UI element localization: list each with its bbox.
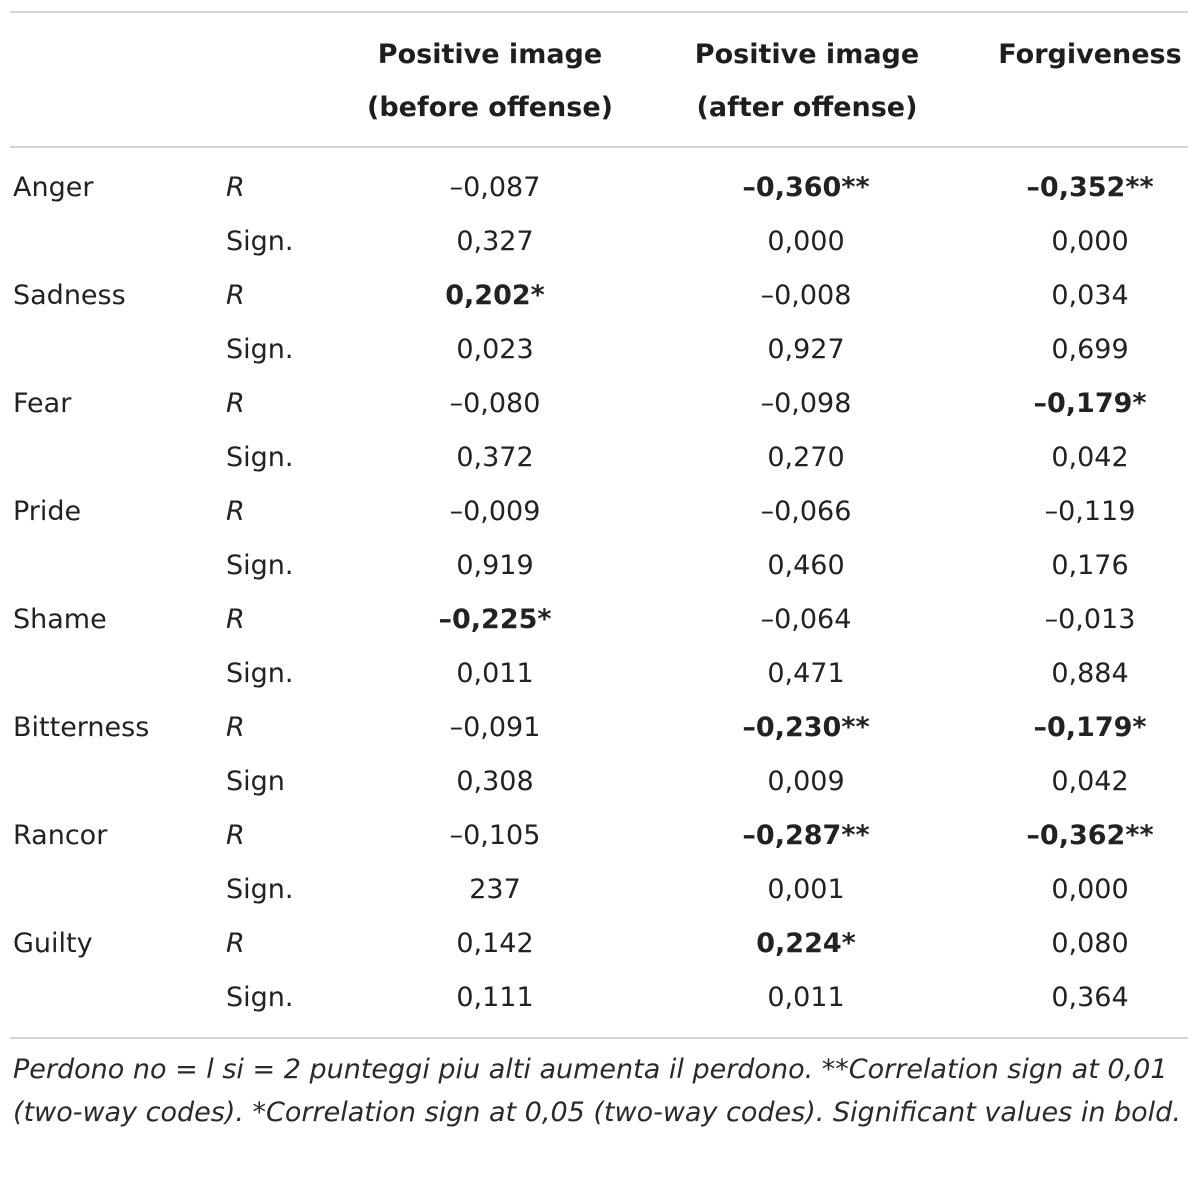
value-positive-image-before: –0,087 — [449, 172, 541, 203]
table-row — [0, 269, 1200, 323]
statistic-label: R — [226, 820, 245, 851]
value-forgiveness: –0,179* — [1033, 712, 1147, 743]
value-positive-image-before: –0,225* — [438, 604, 552, 635]
value-forgiveness: 0,884 — [1051, 658, 1129, 689]
value-positive-image-after: 0,011 — [767, 982, 845, 1013]
statistic-label: R — [226, 280, 245, 311]
table-row — [0, 701, 1200, 755]
value-positive-image-before: 0,011 — [456, 658, 534, 689]
statistic-label: R — [226, 496, 245, 527]
emotion-label: Rancor — [13, 820, 108, 851]
value-positive-image-after: 0,927 — [767, 334, 845, 365]
statistic-label: Sign. — [226, 658, 294, 689]
statistic-label: Sign. — [226, 334, 294, 365]
emotion-label: Bitterness — [13, 712, 150, 743]
value-forgiveness: –0,179* — [1033, 388, 1147, 419]
value-positive-image-after: 0,460 — [767, 550, 845, 581]
table-row — [0, 431, 1200, 485]
value-positive-image-after: –0,008 — [760, 280, 852, 311]
value-forgiveness: –0,119 — [1044, 496, 1136, 527]
value-positive-image-before: 0,372 — [456, 442, 534, 473]
value-positive-image-after: –0,098 — [760, 388, 852, 419]
header-forgiveness — [965, 28, 1200, 81]
value-positive-image-after: –0,360** — [742, 172, 870, 203]
table-row — [0, 539, 1200, 593]
table-bottom-rule — [10, 1037, 1188, 1039]
table-row — [0, 917, 1200, 971]
value-forgiveness: 0,034 — [1051, 280, 1129, 311]
emotion-label: Guilty — [13, 928, 93, 959]
header-col1-line1: Positive image — [377, 39, 603, 70]
header-positive-image-after — [662, 28, 952, 134]
table-row — [0, 755, 1200, 809]
value-positive-image-before: 0,202* — [445, 280, 545, 311]
value-positive-image-before: –0,080 — [449, 388, 541, 419]
table-row — [0, 593, 1200, 647]
statistic-label: Sign. — [226, 874, 294, 905]
table-row — [0, 971, 1200, 1025]
value-forgiveness: –0,362** — [1026, 820, 1154, 851]
table-row — [0, 323, 1200, 377]
value-positive-image-after: –0,230** — [742, 712, 870, 743]
statistic-label: Sign. — [226, 550, 294, 581]
statistic-label: R — [226, 172, 245, 203]
table-row — [0, 377, 1200, 431]
table-body — [0, 161, 1200, 1025]
emotion-label: Sadness — [13, 280, 126, 311]
value-positive-image-before: 237 — [469, 874, 521, 905]
table-row — [0, 161, 1200, 215]
value-positive-image-after: 0,000 — [767, 226, 845, 257]
table-footnote: Perdono no = l si = 2 punteggi piu alti aumenta il perdono. **Correlation sign at 0,01 (two-way codes). *Correlation sign at 0,05 (two-way codes). Significant values in bold. — [13, 1054, 1181, 1128]
value-forgiveness: 0,000 — [1051, 226, 1129, 257]
value-positive-image-before: –0,105 — [449, 820, 541, 851]
table-row — [0, 809, 1200, 863]
header-col3: Forgiveness — [998, 39, 1182, 70]
value-forgiveness: –0,013 — [1044, 604, 1136, 635]
statistic-label: Sign. — [226, 982, 294, 1013]
value-positive-image-before: 0,142 — [456, 928, 534, 959]
table-row — [0, 863, 1200, 917]
statistic-label: R — [226, 604, 245, 635]
statistic-label: Sign — [226, 766, 285, 797]
value-positive-image-after: –0,066 — [760, 496, 852, 527]
header-positive-image-before — [345, 28, 635, 134]
table-top-rule — [10, 11, 1188, 13]
header-col2-line1: Positive image — [694, 39, 920, 70]
value-positive-image-before: 0,308 — [456, 766, 534, 797]
value-positive-image-after: –0,064 — [760, 604, 852, 635]
value-positive-image-after: 0,009 — [767, 766, 845, 797]
value-positive-image-after: 0,471 — [767, 658, 845, 689]
value-positive-image-after: 0,270 — [767, 442, 845, 473]
value-forgiveness: 0,699 — [1051, 334, 1129, 365]
value-positive-image-before: –0,009 — [449, 496, 541, 527]
value-forgiveness: 0,364 — [1051, 982, 1129, 1013]
emotion-label: Fear — [13, 388, 72, 419]
emotion-label: Pride — [13, 496, 82, 527]
emotion-label: Shame — [13, 604, 107, 635]
value-forgiveness: –0,352** — [1026, 172, 1154, 203]
table-row — [0, 215, 1200, 269]
value-forgiveness: 0,042 — [1051, 766, 1129, 797]
statistic-label: R — [226, 388, 245, 419]
value-positive-image-after: –0,287** — [742, 820, 870, 851]
value-forgiveness: 0,080 — [1051, 928, 1129, 959]
header-col1-line2: (before offense) — [367, 92, 613, 123]
value-positive-image-after: 0,001 — [767, 874, 845, 905]
value-positive-image-before: 0,111 — [456, 982, 534, 1013]
value-positive-image-before: 0,327 — [456, 226, 534, 257]
value-positive-image-after: 0,224* — [756, 928, 856, 959]
emotion-label: Anger — [13, 172, 94, 203]
table-row — [0, 647, 1200, 701]
statistic-label: Sign. — [226, 442, 294, 473]
value-forgiveness: 0,176 — [1051, 550, 1129, 581]
value-positive-image-before: 0,023 — [456, 334, 534, 365]
value-positive-image-before: –0,091 — [449, 712, 541, 743]
value-forgiveness: 0,042 — [1051, 442, 1129, 473]
value-forgiveness: 0,000 — [1051, 874, 1129, 905]
statistic-label: R — [226, 712, 245, 743]
table-header-rule — [10, 146, 1188, 148]
statistic-label: Sign. — [226, 226, 294, 257]
table-row — [0, 485, 1200, 539]
value-positive-image-before: 0,919 — [456, 550, 534, 581]
header-col2-line2: (after offense) — [696, 92, 918, 123]
statistic-label: R — [226, 928, 245, 959]
